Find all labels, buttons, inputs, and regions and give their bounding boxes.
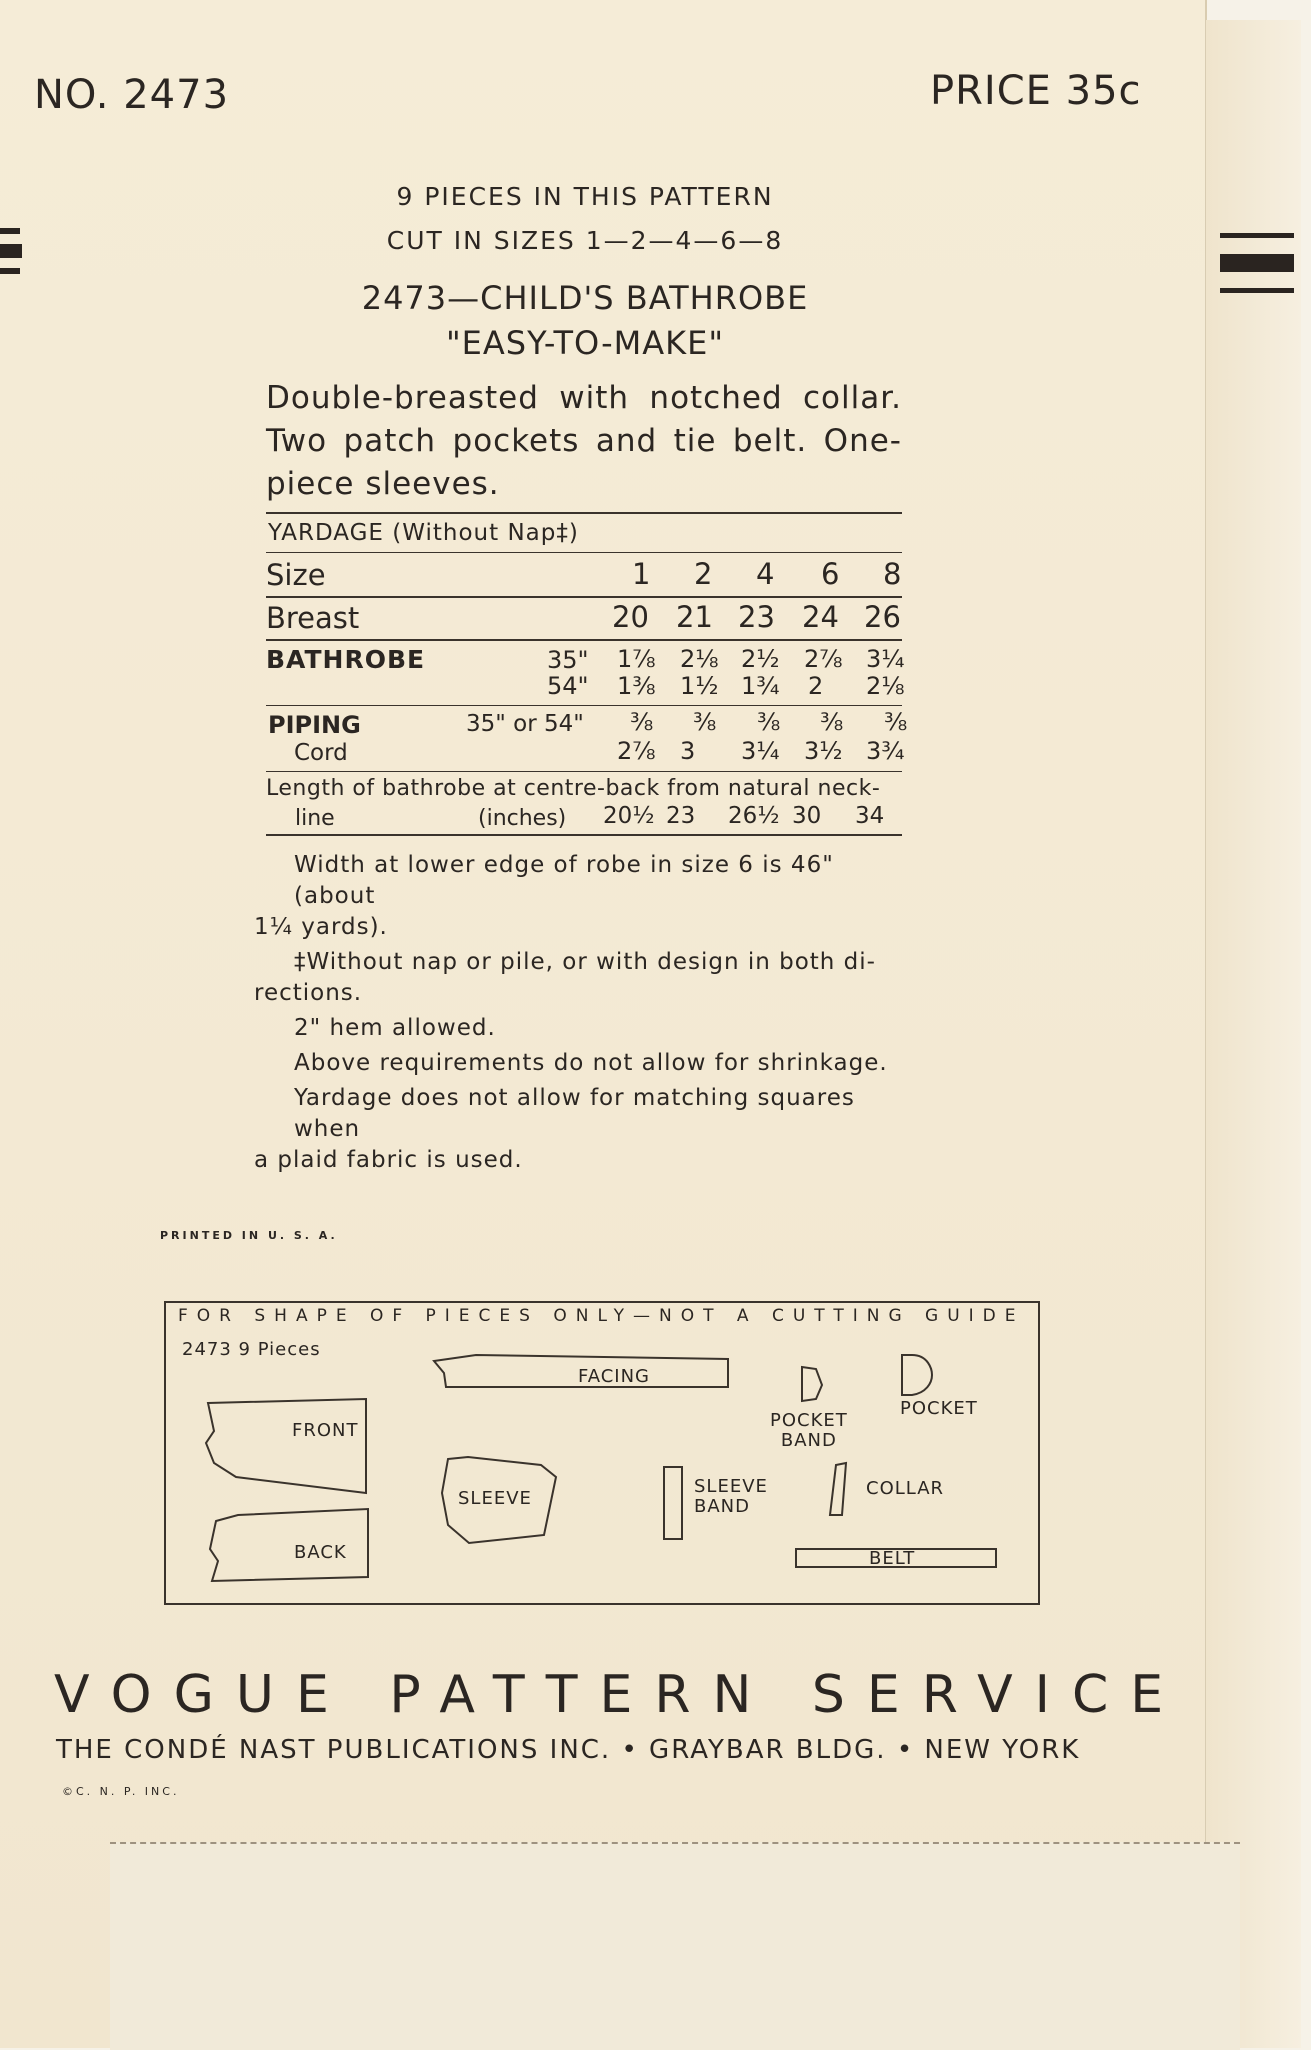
pocket-piece (902, 1355, 932, 1395)
cord-value: 3 (680, 737, 696, 765)
sleeve-label: SLEEVE (458, 1488, 532, 1509)
bathrobe-35-value: 2½ (741, 645, 780, 673)
bathrobe-54-value: 2⅛ (866, 672, 905, 700)
length-label: Length of bathrobe at centre-back from natural neck- (266, 776, 881, 801)
breast-value: 21 (676, 600, 713, 634)
table-rule (266, 596, 902, 598)
sleeve-band-label-line: BAND (694, 1496, 750, 1517)
piping-width: 35" or 54" (466, 711, 584, 737)
note-line: a plaid fabric is used. (254, 1147, 523, 1173)
length-value: 26½ (728, 803, 780, 829)
registration-mark-left (0, 244, 22, 258)
bathrobe-54-value: 1⅜ (617, 672, 656, 700)
width-54: 54" (547, 672, 589, 700)
size-value: 6 (821, 557, 840, 591)
size-label: Size (266, 558, 326, 592)
pattern-subtitle: "EASY-TO-MAKE" (445, 324, 725, 362)
bathrobe-35-value: 3¼ (866, 645, 905, 673)
bathrobe-54-value: 2 (808, 672, 824, 700)
cord-value: 3¾ (866, 737, 905, 765)
length-unit: (inches) (478, 806, 567, 831)
length-value: 30 (792, 803, 822, 829)
copyright: ©C. N. P. INC. (62, 1785, 180, 1798)
note-line: 1¼ yards). (254, 914, 388, 940)
guide-heading: FOR SHAPE OF PIECES ONLY—NOT A CUTTING GUIDE (178, 1306, 1025, 1326)
back-label: BACK (294, 1542, 347, 1563)
length-value: 20½ (603, 803, 655, 829)
width-35: 35" (547, 646, 589, 674)
bathrobe-35-value: 2⅛ (680, 645, 719, 673)
table-rule (266, 771, 902, 772)
bathrobe-label: BATHROBE (266, 645, 426, 674)
collar-piece (830, 1463, 846, 1515)
bathrobe-54-value: 1½ (680, 672, 719, 700)
envelope-edge (1205, 20, 1301, 2048)
note-line: Above requirements do not allow for shrinkage. (294, 1050, 888, 1076)
registration-mark-right (1220, 254, 1294, 272)
price: PRICE 35c (930, 68, 1142, 114)
collar-label: COLLAR (866, 1478, 945, 1499)
piping-value: ⅜ (693, 708, 717, 736)
piping-value: ⅜ (884, 708, 908, 736)
table-rule (266, 512, 902, 514)
cord-value: 3¼ (741, 737, 780, 765)
note-line: rections. (254, 980, 363, 1006)
breast-value: 26 (864, 600, 901, 634)
table-rule (266, 705, 902, 706)
guide-subheading: 2473 9 Pieces (182, 1339, 321, 1360)
pocket-band-label-line: BAND (780, 1430, 837, 1451)
pieces-guide (164, 1301, 1040, 1605)
cord-label: Cord (294, 740, 348, 766)
piping-value: ⅜ (820, 708, 844, 736)
note-line: 2" hem allowed. (294, 1015, 496, 1041)
breast-value: 23 (738, 600, 775, 634)
envelope-flap (110, 1842, 1240, 2050)
length-value: 34 (855, 803, 885, 829)
size-value: 2 (694, 557, 713, 591)
pieces-count: 9 PIECES IN THIS PATTERN (396, 182, 774, 211)
yardage-heading: YARDAGE (Without Nap‡) (268, 520, 579, 546)
front-piece (206, 1399, 366, 1493)
sleeve-band-label (694, 1477, 768, 1517)
size-value: 8 (883, 557, 902, 591)
sleeve-band-label-line: SLEEVE (694, 1476, 768, 1497)
breast-label: Breast (266, 601, 360, 635)
front-label: FRONT (292, 1420, 359, 1441)
table-rule (266, 834, 902, 836)
breast-value: 24 (802, 600, 839, 634)
brand-name: VOGUE PATTERN SERVICE (54, 1665, 1186, 1725)
sleeve-band-piece (664, 1467, 682, 1539)
pattern-number: NO. 2473 (34, 72, 230, 118)
breast-value: 20 (612, 600, 649, 634)
bathrobe-54-value: 1¾ (741, 672, 780, 700)
note-line: ‡Without nap or pile, or with design in both di- (294, 949, 876, 975)
registration-mark-left (0, 228, 20, 234)
piping-label: PIPING (268, 711, 361, 739)
facing-label: FACING (578, 1366, 650, 1387)
note-line: Width at lower edge of robe in size 6 is 46" (about (294, 852, 834, 909)
cord-value: 3½ (804, 737, 843, 765)
size-value: 1 (632, 557, 651, 591)
bathrobe-35-value: 1⅞ (617, 645, 656, 673)
belt-label: BELT (869, 1548, 916, 1569)
registration-mark-right (1220, 233, 1294, 238)
piping-value: ⅜ (630, 708, 654, 736)
registration-mark-left (0, 268, 20, 274)
cut-sizes: CUT IN SIZES 1—2—4—6—8 (386, 226, 784, 255)
table-rule (266, 639, 902, 641)
bathrobe-35-value: 2⅞ (804, 645, 843, 673)
notes (254, 850, 904, 1176)
printed-in-usa: PRINTED IN U. S. A. (160, 1229, 338, 1242)
cord-value: 2⅞ (617, 737, 656, 765)
table-rule (266, 552, 902, 553)
pocket-band-piece (802, 1367, 822, 1401)
pocket-label: POCKET (900, 1398, 978, 1419)
piping-value: ⅜ (757, 708, 781, 736)
registration-mark-right (1220, 288, 1294, 293)
size-value: 4 (756, 557, 775, 591)
pattern-description: Double-breasted with notched collar. Two patch pockets and tie belt. One-piece sleeves. (266, 380, 902, 502)
pattern-title: 2473—CHILD'S BATHROBE (361, 279, 809, 317)
note-line: Yardage does not allow for matching squares when (294, 1085, 855, 1142)
pocket-band-label (770, 1411, 848, 1451)
publisher: THE CONDÉ NAST PUBLICATIONS INC. • GRAYBAR BLDG. • NEW YORK (56, 1735, 1081, 1765)
length-label: line (295, 806, 335, 831)
pocket-band-label-line: POCKET (770, 1410, 848, 1431)
length-value: 23 (666, 803, 696, 829)
